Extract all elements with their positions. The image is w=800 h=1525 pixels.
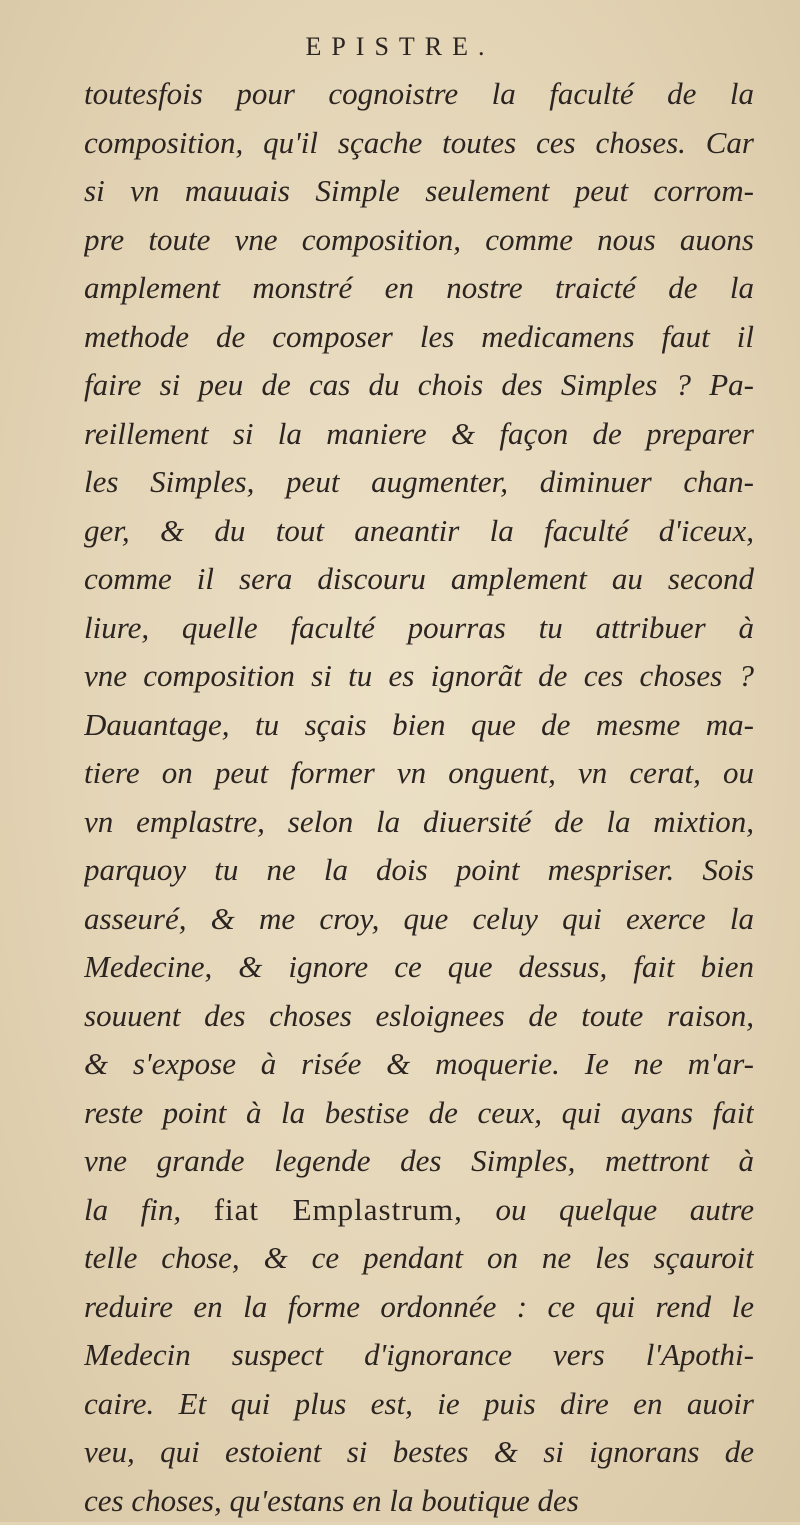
text-line: comme il sera discouru amplement au second [84,555,754,604]
text-line: composition, qu'il sçache toutes ces choses. Car [84,119,754,168]
text-line: reillement si la maniere & façon de preparer [84,410,754,459]
text-segment: ou quelque autre [463,1192,754,1227]
text-line: amplement monstré en nostre traicté de la [84,264,754,313]
text-line: reduire en la forme ordonnée : ce qui rend le [84,1283,754,1332]
text-line: ger, & du tout aneantir la faculté d'iceux, [84,507,754,556]
text-line: si vn mauuais Simple seulement peut corrom- [84,167,754,216]
text-line: liure, quelle faculté pourras tu attribuer à [84,604,754,653]
text-line: souuent des choses esloignees de toute raison, [84,992,754,1041]
text-line: methode de composer les medicamens faut il [84,313,754,362]
text-line: Medecine, & ignore ce que dessus, fait bien [84,943,754,992]
text-line: vn emplastre, selon la diuersité de la mixtion, [84,798,754,847]
body-text [84,70,754,1525]
text-line: telle chose, & ce pendant on ne les sçauroit [84,1234,754,1283]
text-line-mixed [84,1186,754,1235]
text-line: veu, qui estoient si bestes & si ignorans de [84,1428,754,1477]
text-line: tiere on peut former vn onguent, vn cerat, ou [84,749,754,798]
latin-formula: fiat Emplastrum, [214,1192,463,1227]
text-line: asseuré, & me croy, que celuy qui exerce la [84,895,754,944]
text-line: ces choses, qu'estans en la boutique des [84,1477,754,1525]
text-line: & s'expose à risée & moquerie. Ie ne m'ar- [84,1040,754,1089]
text-segment: la fin, [84,1192,214,1227]
text-line: Dauantage, tu sçais bien que de mesme ma- [84,701,754,750]
text-line: les Simples, peut augmenter, diminuer chan- [84,458,754,507]
text-line: faire si peu de cas du chois des Simples ? Pa- [84,361,754,410]
text-line: vne grande legende des Simples, mettront à [84,1137,754,1186]
text-line: pre toute vne composition, comme nous auons [84,216,754,265]
text-line: reste point à la bestise de ceux, qui ayans fait [84,1089,754,1138]
text-line: Medecin suspect d'ignorance vers l'Apothi- [84,1331,754,1380]
text-line: parquoy tu ne la dois point mespriser. Sois [84,846,754,895]
text-line: toutesfois pour cognoistre la faculté de la [84,70,754,119]
running-head: EPISTRE. [0,32,800,62]
text-line: vne composition si tu es ignorãt de ces choses ? [84,652,754,701]
text-line: caire. Et qui plus est, ie puis dire en auoir [84,1380,754,1429]
